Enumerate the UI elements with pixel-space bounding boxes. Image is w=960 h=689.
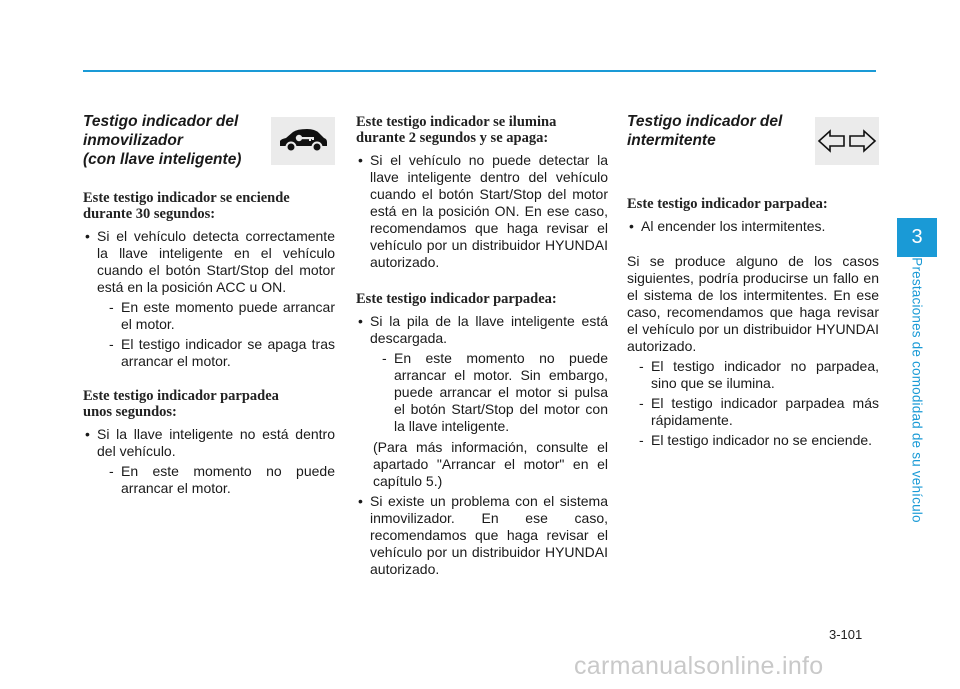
- chapter-tab[interactable]: 3: [897, 218, 937, 257]
- column-immobilizer: [83, 108, 335, 503]
- list-item: - El testigo indicador no se enciende.: [627, 432, 879, 449]
- dash-list: [627, 358, 879, 449]
- list-item: • Al encender los intermitentes.: [627, 218, 879, 235]
- heading-lights-2s: Este testigo indicador se ilumina durante 2 segundos y se apaga:: [356, 114, 557, 146]
- bullet-list: [356, 152, 608, 271]
- turn-signal-arrows-icon: [815, 117, 879, 165]
- car-key-icon: [271, 117, 335, 165]
- list-item: • Si el vehículo detecta correctamente la llave inteligente en el vehículo cuando el botón Start/Stop del motor está en la posición ACC u ON. - En este momento puede arrancar el motor. - El testigo indicador se apaga tras arrancar el motor.: [83, 228, 335, 370]
- list-item: - En este momento no puede arrancar el motor.: [97, 463, 335, 497]
- list-item: - En este momento no puede arrancar el motor. Sin embargo, puede arrancar el motor si pulsa el botón Start/Stop del motor con la llave inteligente.: [370, 350, 608, 435]
- heading-blinks: Este testigo indicador parpadea:: [356, 291, 557, 307]
- heading-blinks-seconds: Este testigo indicador parpadea unos segundos:: [83, 388, 279, 420]
- section-title-immobilizer: Testigo indicador del inmovilizador (con llave inteligente): [83, 113, 242, 168]
- bullet-list: [83, 426, 335, 497]
- page-number: 3-101: [829, 627, 863, 642]
- chapter-title: Prestaciones de comodidad de su vehículo: [909, 257, 925, 523]
- list-item: • Si el vehículo no puede detectar la llave inteligente dentro del vehículo cuando el botón Start/Stop del motor está en la posición ON. En ese caso, recomendamos que haga revisar el vehículo por un distribuidor HYUNDAI autorizado.: [356, 152, 608, 271]
- list-item: - El testigo indicador se apaga tras arrancar el motor.: [97, 336, 335, 370]
- list-item: - El testigo indicador no parpadea, sino que se ilumina.: [627, 358, 879, 392]
- reference-note: (Para más información, consulte el apartado "Arrancar el motor" en el capítulo 5.): [373, 439, 608, 489]
- top-divider: [83, 70, 876, 72]
- list-item: - El testigo indicador parpadea más rápidamente.: [627, 395, 879, 429]
- list-item: • Si la llave inteligente no está dentro del vehículo. - En este momento no puede arrancar el motor.: [83, 426, 335, 497]
- list-item: • Si la pila de la llave inteligente está descargada. - En este momento no puede arrancar el motor. Sin embargo, puede arrancar el motor si pulsa el botón Start/Stop del motor con la llave inteligente. (Para más información, consulte el apartado "Arrancar el motor" en el capítulo 5.): [356, 313, 608, 490]
- bullet-list: [83, 228, 335, 370]
- dash-list: [97, 299, 335, 370]
- list-item: • Si existe un problema con el sistema inmovilizador. En ese caso, recomendamos que haga revisar el vehículo por un distribuidor HYUNDAI autorizado.: [356, 493, 608, 578]
- list-item: - En este momento puede arrancar el motor.: [97, 299, 335, 333]
- dash-list: [370, 350, 608, 435]
- column-turn-signal: [627, 108, 879, 452]
- bullet-list: [356, 313, 608, 578]
- bullet-list: [627, 218, 879, 235]
- dash-list: [97, 463, 335, 497]
- watermark: carmanualsonline.info: [574, 652, 824, 680]
- body-paragraph: Si se produce alguno de los casos siguientes, podría producirse un fallo en el sistema de los intermitentes. En ese caso, recomendamos que haga revisar el vehículo por un distribuidor HYUNDAI autorizado.: [627, 253, 879, 354]
- heading-lights-30s: Este testigo indicador se enciende durante 30 segundos:: [83, 190, 290, 222]
- column-immobilizer-cont: [356, 108, 608, 584]
- heading-blinks: Este testigo indicador parpadea:: [627, 196, 828, 212]
- section-title-turn-signal: Testigo indicador del intermitente: [627, 113, 783, 149]
